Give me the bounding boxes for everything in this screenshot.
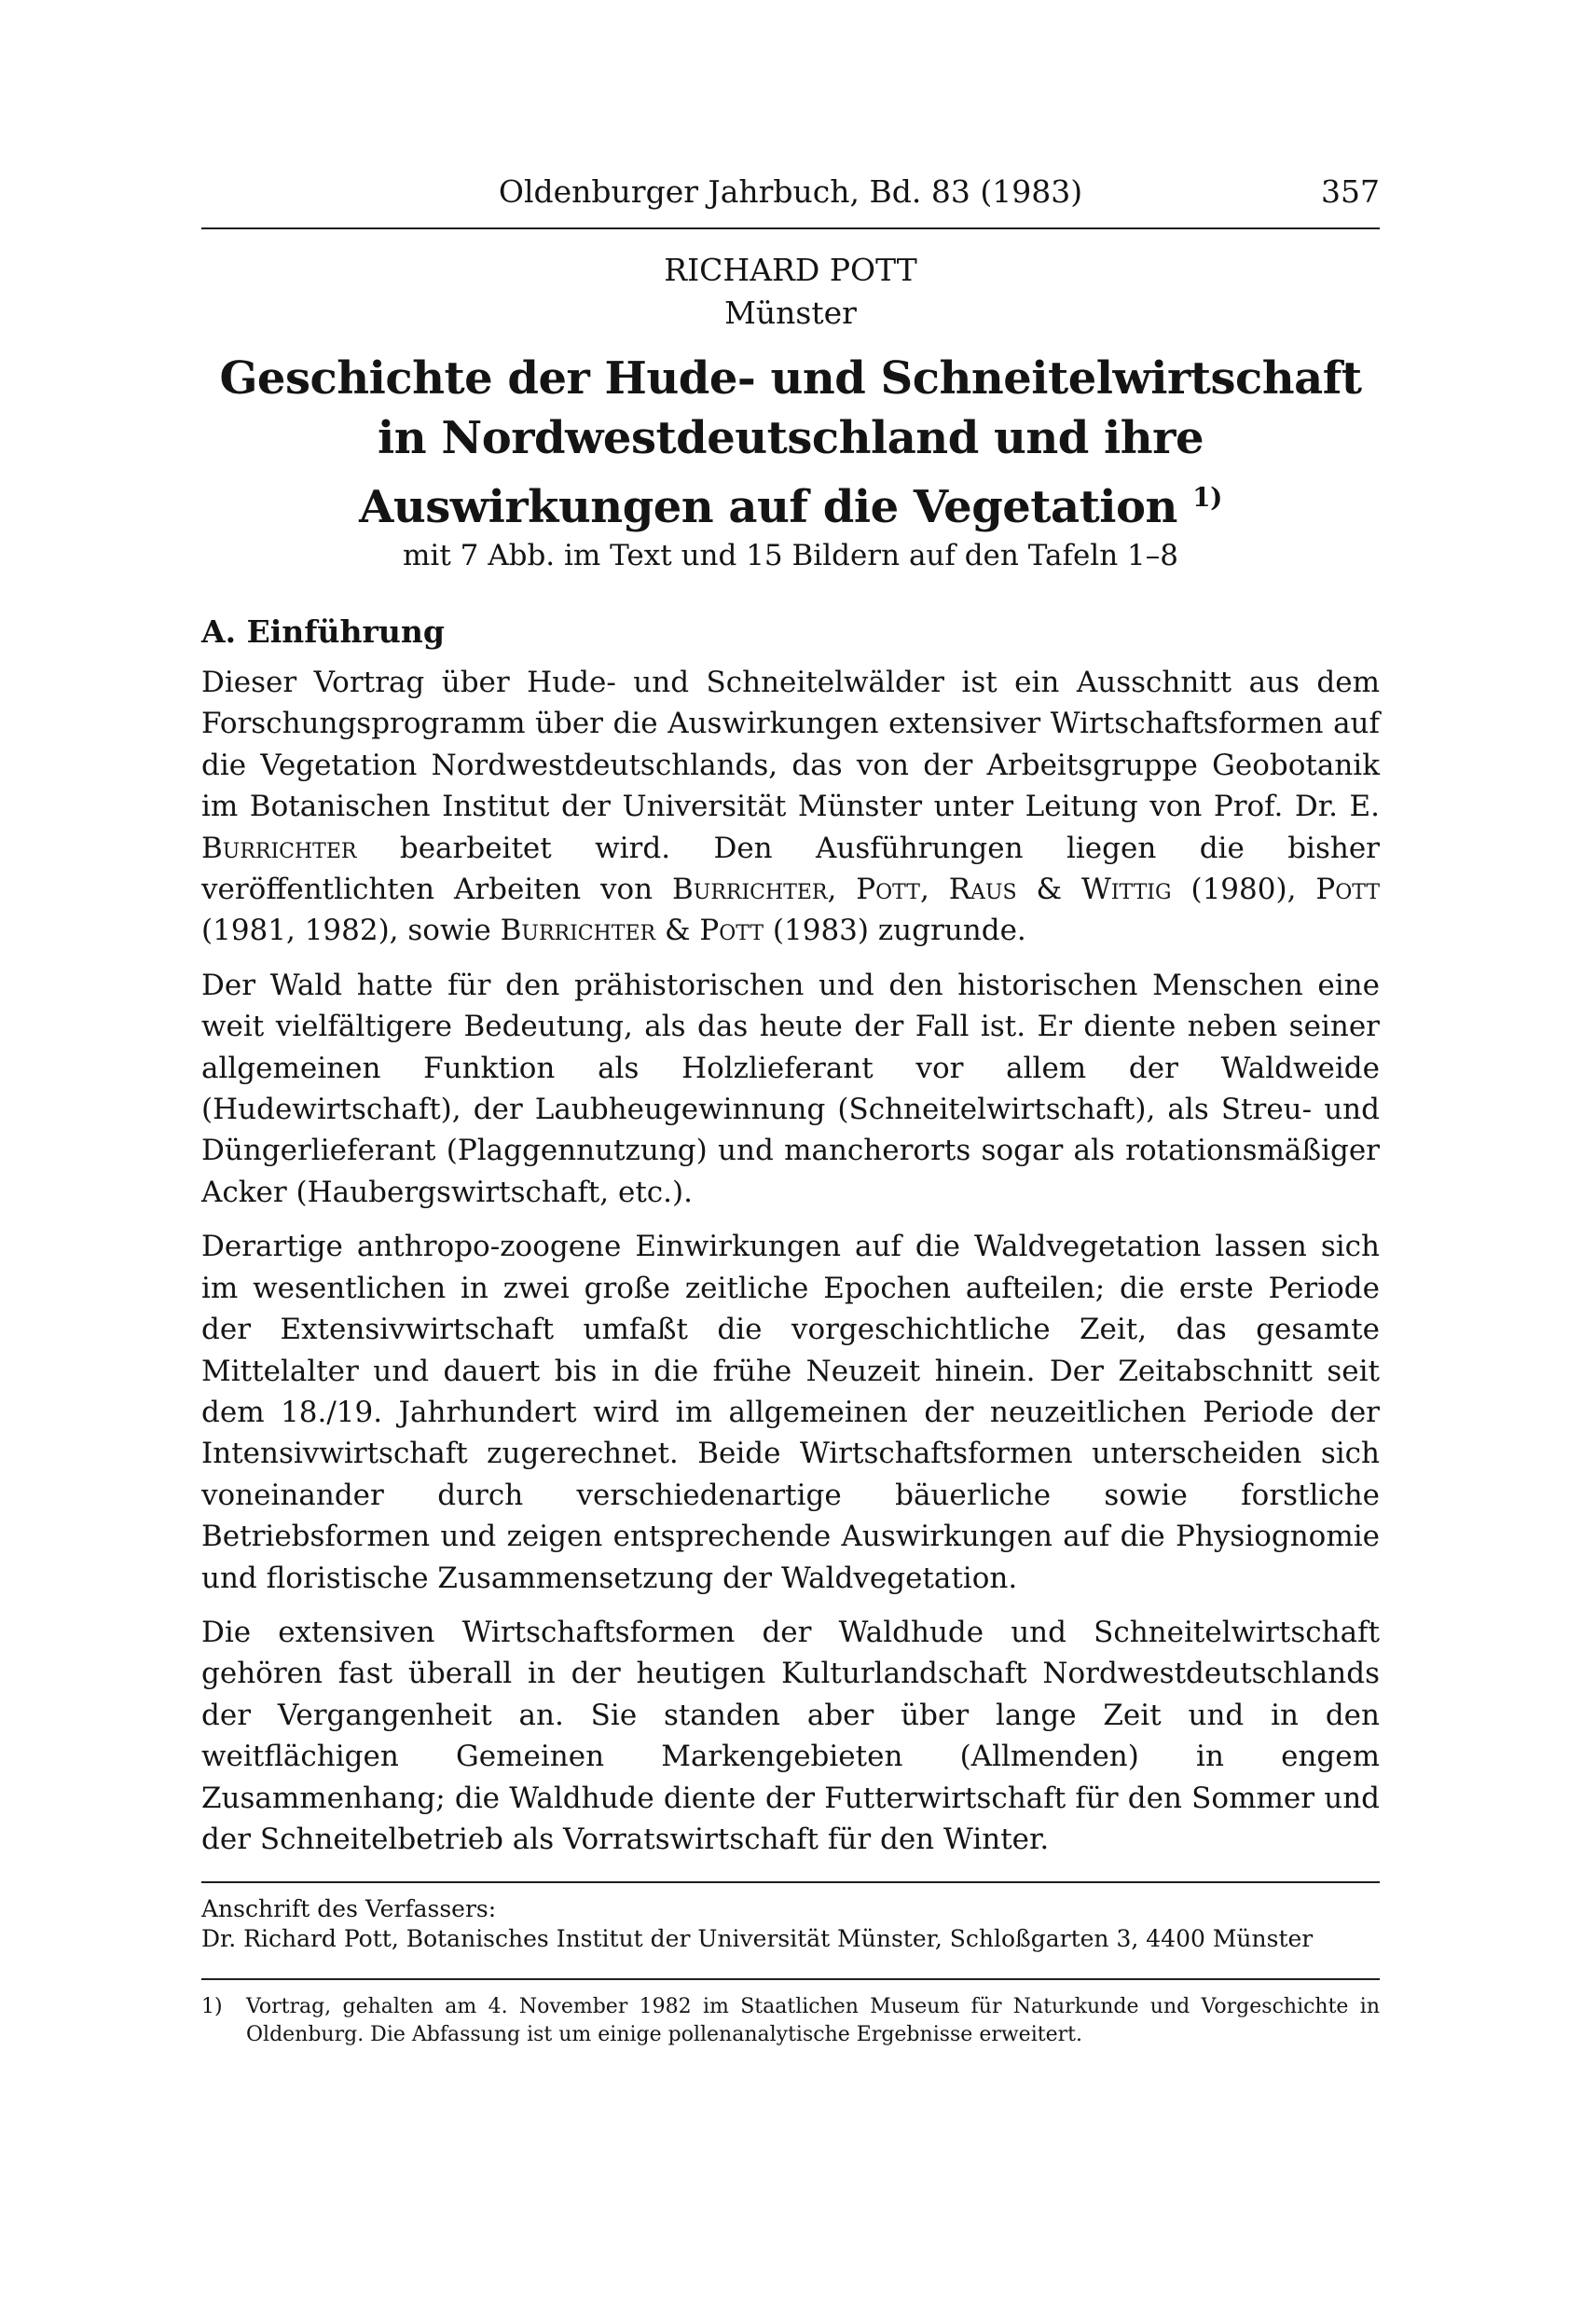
text-run: Dieser Vortrag über Hude- und Schneitelwälder ist ein Ausschnitt aus dem Forschungsprogramm über die Auswirkungen extensiver Wirtschaftsformen auf die Vegetation Nordwestdeutschlands, das von der Arbeitsgruppe Geobotanik im Botanischen Institut der Universität Münster unter Leitung von Prof. Dr. E. bbox=[201, 666, 1380, 824]
paragraph-4: Die extensiven Wirtschaftsformen der Waldhude und Schneitelwirtschaft gehören fast überall in der heutigen Kulturlandschaft Nordwestdeutschlands der Vergangenheit an. Sie standen aber über lange Zeit und in den weitflächigen Gemeinen Markengebieten (Allmenden) in engem Zusammenhang; die Waldhude diente der Futterwirtschaft für den Sommer und der Schneitelbetrieb als Vorratswirtschaft für den Winter. bbox=[201, 1615, 1380, 1856]
text-run: (1980), bbox=[1171, 873, 1316, 907]
address-rule bbox=[201, 1881, 1380, 1883]
author-citation: Pott bbox=[699, 914, 764, 948]
title-line: Geschichte der Hude- und Schneitelwirtschaft bbox=[219, 352, 1362, 405]
author-citation: Raus bbox=[948, 873, 1017, 907]
author-name: RICHARD POTT bbox=[664, 252, 917, 288]
section-heading: A. Einführung bbox=[201, 613, 445, 650]
title-footnote-marker: 1) bbox=[1192, 482, 1222, 513]
text-run: , bbox=[919, 873, 949, 907]
title-line bbox=[201, 468, 1380, 537]
journal-title: Oldenburger Jahrbuch, Bd. 83 (1983) bbox=[498, 173, 1083, 210]
paragraph-1 bbox=[201, 662, 1380, 952]
article-title bbox=[201, 349, 1380, 537]
running-head bbox=[201, 172, 1380, 224]
author-citation: Pott bbox=[856, 873, 920, 907]
address-label: Anschrift des Verfassers: bbox=[201, 1895, 497, 1922]
footnote-text: Vortrag, gehalten am 4. November 1982 im Staatlichen Museum für Naturkunde und Vorgeschichte in Oldenburg. Die Abfassung ist um einige pollenanalytische Ergebnisse erweitert. bbox=[246, 1995, 1380, 2046]
footnote-marker: 1) bbox=[201, 1995, 223, 2018]
footnote-rule bbox=[201, 1978, 1380, 1980]
author-affiliation: Münster bbox=[724, 295, 857, 331]
text-run: & bbox=[655, 914, 700, 948]
author-citation: Burrichter bbox=[500, 914, 656, 948]
text-run: (1983) zugrunde. bbox=[764, 914, 1026, 948]
text-run: bearbeitet wird. Den Ausführungen liegen die bisher veröffentlichten Arbeiten von bbox=[201, 831, 1380, 907]
title-line: in Nordwestdeutschland und ihre bbox=[378, 412, 1204, 464]
author-citation: Wittig bbox=[1081, 873, 1172, 907]
text-run: , bbox=[827, 873, 857, 907]
text-run: (1981, 1982), sowie bbox=[201, 914, 501, 948]
page-number: 357 bbox=[1321, 173, 1380, 210]
article-subtitle: mit 7 Abb. im Text und 15 Bildern auf den Tafeln 1–8 bbox=[403, 539, 1178, 572]
author-citation: Burrichter bbox=[672, 873, 828, 907]
author-citation: Burrichter bbox=[201, 831, 357, 865]
title-line-text: Auswirkungen auf die Vegetation bbox=[359, 481, 1177, 533]
address-text: Dr. Richard Pott, Botanisches Institut der Universität Münster, Schloßgarten 3, 4400 Münster bbox=[201, 1925, 1314, 1952]
body-text bbox=[201, 662, 1380, 1873]
text-run: & bbox=[1016, 873, 1081, 907]
paragraph-2: Der Wald hatte für den prähistorischen und den historischen Menschen eine weit vielfältigere Bedeutung, als das heute der Fall ist. Er diente neben seiner allgemeinen Funktion als Holzlieferant vor allem der Waldweide (Hudewirtschaft), der Laubheugewinnung (Schneitelwirtschaft), als Streu- und Düngerlieferant (Plaggennutzung) und mancherorts sogar als rotationsmäßiger Acker (Haubergswirtschaft, etc.). bbox=[201, 968, 1380, 1209]
paragraph-3: Derartige anthropo-zoogene Einwirkungen auf die Waldvegetation lassen sich im wesentlichen in zwei große zeitliche Epochen aufteilen; die erste Periode der Extensivwirtschaft umfaßt die vorgeschichtliche Zeit, das gesamte Mittelalter und dauert bis in die frühe Neuzeit hinein. Der Zeitabschnitt seit dem 18./19. Jahrhundert wird im allgemeinen der neuzeitlichen Periode der Intensivwirtschaft zugerechnet. Beide Wirtschaftsformen unterscheiden sich voneinander durch verschiedenartige bäuerliche sowie forstliche Betriebsformen und zeigen entsprechende Auswirkungen auf die Physiognomie und floristische Zusammensetzung der Waldvegetation. bbox=[201, 1230, 1380, 1595]
footnote bbox=[201, 1993, 1380, 2049]
header-rule bbox=[201, 227, 1380, 229]
author-citation: Pott bbox=[1315, 873, 1380, 907]
